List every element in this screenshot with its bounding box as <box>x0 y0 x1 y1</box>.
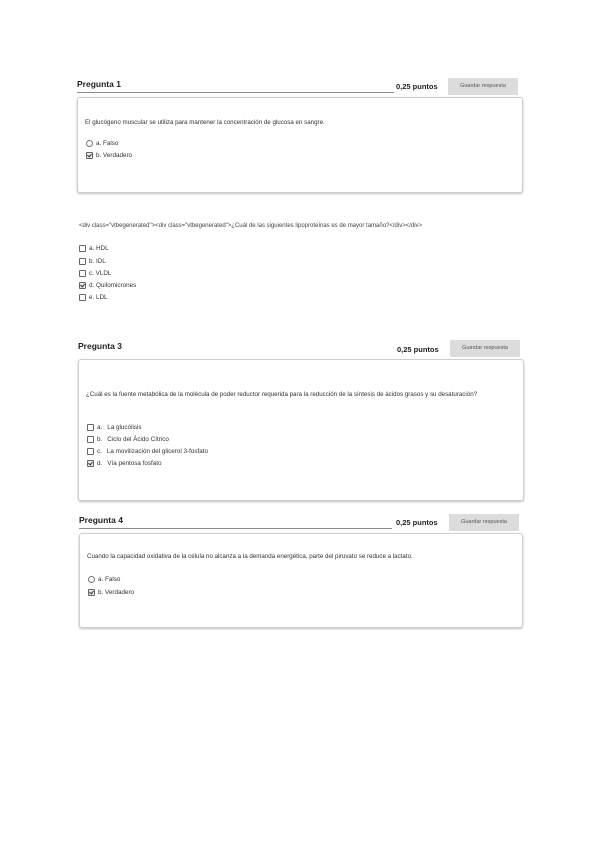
question-1-save-button[interactable]: Guardar respuesta <box>448 78 518 95</box>
question-2-text: <div class="vtbegenerated"><div class="vtbegenerated">¿Cuál de las siguientes lipoproteínas es de mayor tamaño?</div></div> <box>79 223 423 229</box>
radio-icon[interactable] <box>88 576 95 583</box>
option-label: La movilización del glicerol 3-fosfato <box>106 448 209 455</box>
option-label: a. Falso <box>96 140 119 147</box>
question-3-header <box>78 340 524 358</box>
option-label: La glucólisis <box>107 424 142 431</box>
checkbox-icon[interactable] <box>79 258 86 265</box>
question-1-points: 0,25 puntos <box>396 82 438 91</box>
question-1-text: El glucógeno muscular se utiliza para mantener la concentración de glucosa en sangre. <box>85 119 325 126</box>
question-4-option-b[interactable] <box>88 588 134 597</box>
option-letter: b. <box>97 436 103 443</box>
question-2-option-c[interactable] <box>79 269 111 278</box>
question-3-option-c[interactable] <box>87 447 208 456</box>
question-3-text: ¿Cuál es la fuente metabólica de la molécula de poder reductor requerida para la reducción de la síntesis de ácidos grasos y su desaturación? <box>86 391 478 398</box>
question-4 <box>79 514 523 627</box>
question-4-title: Pregunta 4 <box>79 515 123 525</box>
option-label: b. Verdadero <box>96 152 133 159</box>
question-2-option-a[interactable] <box>79 244 109 253</box>
question-1-header <box>77 78 523 96</box>
question-4-body <box>79 533 523 628</box>
option-label: Vía pentosa fosfato <box>107 460 162 467</box>
question-3-option-a[interactable] <box>87 423 142 432</box>
option-label: c. VLDL <box>89 270 112 277</box>
question-3-option-d[interactable] <box>87 459 162 468</box>
question-3 <box>78 340 524 500</box>
question-4-header <box>79 514 523 532</box>
question-2-option-e[interactable] <box>79 293 108 302</box>
option-label: a. HDL <box>89 245 109 252</box>
option-label: b. Verdadero <box>98 589 135 596</box>
question-3-body <box>78 359 524 501</box>
question-3-title: Pregunta 3 <box>78 341 122 351</box>
question-1-option-a[interactable] <box>86 139 118 148</box>
question-1-divider <box>77 92 394 93</box>
question-4-points: 0,25 puntos <box>396 518 438 527</box>
question-3-option-b[interactable] <box>87 435 169 444</box>
option-label: b. IDL <box>89 258 106 265</box>
option-letter: a. <box>97 424 103 431</box>
selected-radio-icon[interactable] <box>88 589 95 596</box>
question-4-option-a[interactable] <box>88 575 120 584</box>
question-2-option-d[interactable] <box>79 281 136 290</box>
option-label: e. LDL <box>89 294 108 301</box>
question-1-body <box>77 97 523 193</box>
checkbox-icon[interactable] <box>87 424 94 431</box>
checkbox-icon[interactable] <box>87 448 94 455</box>
option-label: d. Quilomicrones <box>89 282 137 289</box>
question-3-save-button[interactable]: Guardar respuesta <box>450 340 520 357</box>
question-1-option-b[interactable] <box>86 151 132 160</box>
question-1 <box>77 78 523 192</box>
checked-checkbox-icon[interactable] <box>87 460 94 467</box>
radio-icon[interactable] <box>86 140 93 147</box>
checkbox-icon[interactable] <box>87 436 94 443</box>
option-letter: c. <box>97 448 102 455</box>
question-3-points: 0,25 puntos <box>397 345 439 354</box>
question-1-title: Pregunta 1 <box>77 79 121 89</box>
selected-radio-icon[interactable] <box>86 152 93 159</box>
checkbox-icon[interactable] <box>79 245 86 252</box>
question-4-divider <box>79 528 392 529</box>
question-4-save-button[interactable]: Guardar respuesta <box>449 514 519 531</box>
option-label: Ciclo del Ácido Cítrico <box>107 436 169 443</box>
question-2-option-b[interactable] <box>79 257 106 266</box>
checked-checkbox-icon[interactable] <box>79 282 86 289</box>
option-label: a. Falso <box>98 576 121 583</box>
checkbox-icon[interactable] <box>79 294 86 301</box>
option-letter: d. <box>97 460 103 467</box>
question-4-text: Cuando la capacidad oxidativa de la célula no alcanza a la demanda energética, parte del piruvato se reduce a lactato. <box>87 553 413 560</box>
checkbox-icon[interactable] <box>79 270 86 277</box>
